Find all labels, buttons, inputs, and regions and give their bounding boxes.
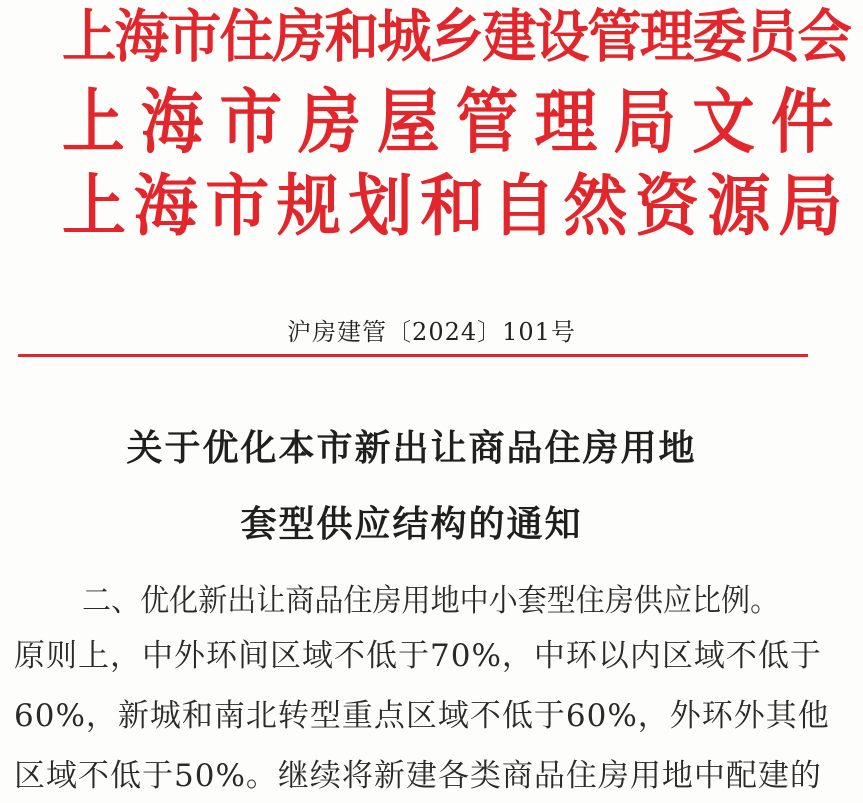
issuer-line-housing-construction-committee: 上海市住房和城乡建设管理委员会: [62, 3, 850, 70]
body-text-line: 原则上，中外环间区域不低于70%，中环以内区域不低于: [14, 638, 822, 674]
issuer-line-housing-administration-bureau: 上海市房屋管理局文件: [62, 80, 850, 163]
document-number: 沪房建管〔2024〕101号: [287, 318, 576, 346]
document-title-line-1: 关于优化本市新出让商品住房用地: [126, 427, 697, 469]
issuer-line-planning-resources-bureau: 上海市规划和自然资源局: [62, 166, 850, 245]
section-heading: 二、优化新出让商品住房用地中小套型住房供应比例。: [82, 583, 780, 619]
body-text-line: 60%，新城和南北转型重点区域不低于60%，外环外其他: [14, 698, 830, 734]
body-text-line: 区域不低于50%。继续将新建各类商品住房用地中配建的: [14, 758, 822, 794]
red-separator-rule: [18, 354, 808, 357]
document-title-line-2: 套型供应结构的通知: [240, 503, 583, 545]
